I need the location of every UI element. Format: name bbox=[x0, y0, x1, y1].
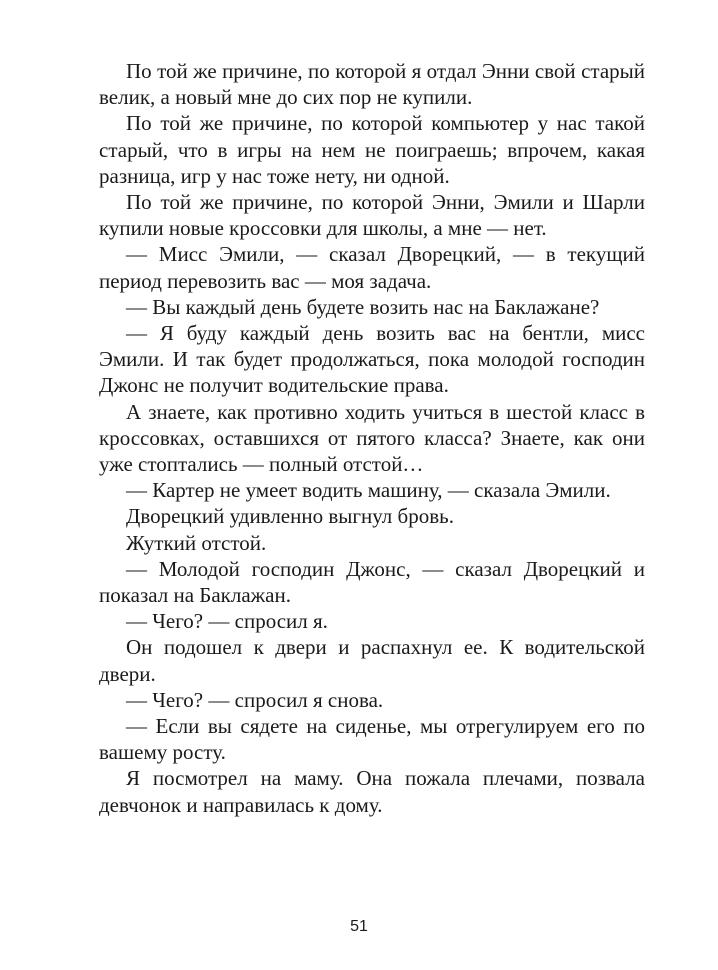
paragraph: — Картер не умеет водить машину, — сказала Эмили. bbox=[126, 478, 611, 503]
paragraph: А знаете, как противно ходить учиться в шестой класс в кроссовках, оставшихся от пятого класса? Знаете, как они уже стоптались — полный отстой… bbox=[99, 399, 645, 477]
paragraph: Я посмотрел на маму. Она пожала плечами, позвала девчонок и направилась к дому. bbox=[99, 766, 645, 817]
paragraph: — Мисс Эмили, — сказал Дворецкий, — в текущий период перевозить вас — моя задача. bbox=[99, 242, 645, 293]
paragraph: По той же причине, по которой компьютер у нас такой старый, что в игры на нем не поиграешь; впрочем, какая разница, игр у нас тоже нету, ни одной. bbox=[99, 111, 645, 188]
paragraph: — Вы каждый день будете возить нас на Баклажане? bbox=[126, 294, 600, 319]
paragraph: Дворецкий удивленно выгнул бровь. bbox=[126, 504, 454, 529]
paragraph: По той же причине, по которой Энни, Эмили и Шарли купили новые кроссовки для школы, а мне — нет. bbox=[99, 190, 645, 241]
paragraph: Жуткий отстой. bbox=[126, 530, 267, 555]
paragraph: Он подошел к двери и распахнул ее. К водительской двери. bbox=[99, 635, 645, 686]
paragraph: — Чего? — спросил я снова. bbox=[126, 687, 384, 712]
paragraph: По той же причине, по которой я отдал Энни свой старый велик, а новый мне до сих пор не купили. bbox=[99, 59, 645, 110]
paragraph: — Чего? — спросил я. bbox=[126, 609, 328, 634]
page-number: 51 bbox=[350, 918, 368, 935]
paragraph: — Если вы сядете на сиденье, мы отрегулируем его по вашему росту. bbox=[99, 714, 645, 765]
paragraph: — Молодой господин Джонс, — сказал Дворецкий и показал на Баклажан. bbox=[99, 556, 645, 608]
body-text bbox=[99, 58, 645, 818]
paragraph: — Я буду каждый день возить вас на бентли, мисс Эмили. И так будет продолжаться, пока молодой господин Джонс не получит водительские права. bbox=[99, 321, 645, 398]
